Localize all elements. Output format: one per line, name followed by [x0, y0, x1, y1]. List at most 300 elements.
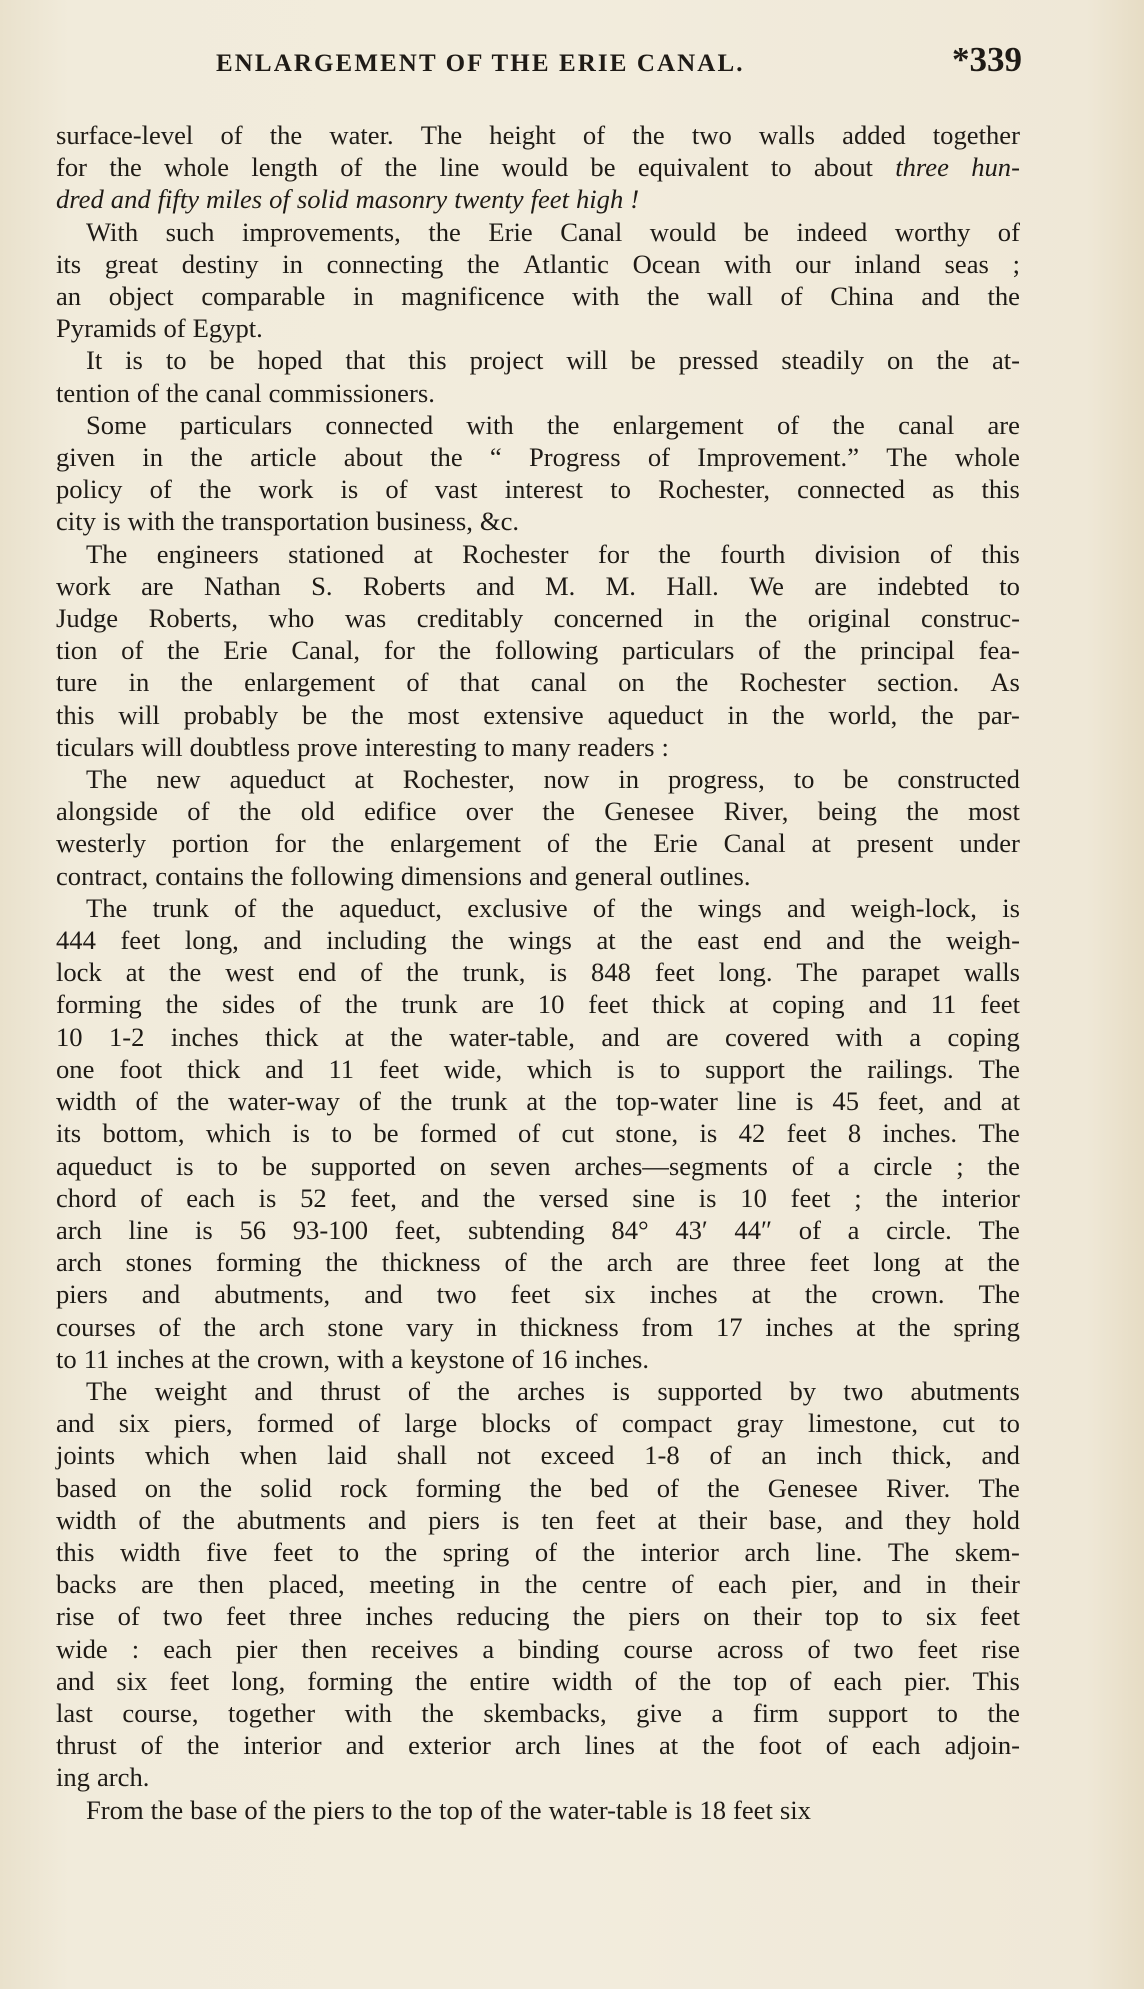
word: of [807, 1633, 830, 1664]
word: the [658, 538, 691, 569]
word: of [825, 1730, 848, 1761]
word: end [297, 957, 337, 988]
word: the [632, 120, 665, 150]
word: stones [125, 1247, 193, 1278]
word: the [987, 281, 1020, 312]
word: 848 [591, 957, 631, 988]
word: most [968, 796, 1020, 827]
word: feet [530, 184, 569, 215]
word: and [826, 925, 865, 956]
text-line [56, 505, 1020, 537]
word: gray [736, 1408, 784, 1439]
word: exceed [540, 1440, 615, 1471]
word: be [743, 216, 769, 247]
word: with [835, 1021, 883, 1052]
text-line [56, 924, 1020, 956]
word: who [268, 603, 315, 634]
word: thickness [381, 1247, 481, 1278]
word: 18 [699, 1794, 726, 1825]
word: the [898, 1311, 931, 1342]
text-line [56, 1150, 1020, 1182]
word: and [844, 1504, 884, 1535]
word: 44″ [734, 1214, 773, 1245]
word: and [943, 1086, 982, 1117]
text-line [56, 312, 1020, 344]
word: meeting [369, 1569, 455, 1600]
word: feet [786, 1118, 827, 1149]
word: long [873, 1247, 921, 1278]
word: 56 [239, 1214, 267, 1245]
word: and [476, 570, 515, 601]
word: width [551, 1665, 613, 1696]
word: for [56, 152, 88, 183]
word: particulars [622, 635, 735, 666]
word: the [467, 248, 500, 279]
word: be [302, 699, 328, 730]
word: 8 [847, 1118, 862, 1149]
text-line [56, 1085, 1020, 1117]
word: line [439, 152, 480, 183]
word: of [360, 957, 383, 988]
word: prove [297, 731, 358, 762]
word: to [331, 1118, 353, 1149]
word: courses [56, 1311, 136, 1342]
word: in [352, 281, 374, 312]
word: 11 [83, 1343, 110, 1374]
word: the [524, 1569, 558, 1600]
word: at- [991, 345, 1020, 376]
word: inches [649, 1279, 718, 1310]
word: interest [504, 474, 584, 505]
word: the [804, 1279, 838, 1310]
text-line [56, 1729, 1020, 1761]
word: and [786, 892, 826, 923]
text-line [56, 956, 1020, 988]
word: and [56, 1665, 95, 1696]
word: for [597, 538, 629, 569]
word: stone, [615, 1118, 679, 1149]
word: trunk [152, 892, 209, 923]
word: to [793, 764, 815, 795]
word: when [239, 1440, 298, 1471]
word: the [772, 699, 805, 730]
word: of [269, 184, 290, 215]
word: at [413, 538, 433, 569]
word: steadily [781, 345, 865, 376]
word: under [959, 828, 1020, 859]
word: of [929, 538, 952, 569]
word: of [358, 1408, 381, 1439]
word: at [811, 828, 831, 859]
word: feet [790, 1182, 831, 1213]
word: spring [442, 1536, 510, 1567]
word: the [176, 1086, 210, 1117]
word: rise [981, 1633, 1020, 1664]
word: and [265, 1053, 304, 1084]
word: feet [588, 989, 629, 1020]
text-line [56, 1407, 1020, 1439]
word: each [871, 1730, 921, 1761]
word: of [117, 1601, 140, 1632]
word: the [572, 1601, 606, 1632]
word: subtending [467, 1214, 585, 1245]
word: 444 [56, 925, 96, 956]
word: M. [605, 570, 636, 601]
word: most [407, 699, 460, 730]
word: solid [296, 184, 349, 215]
word: of [340, 152, 363, 183]
word: forming [215, 1247, 302, 1278]
word: : [661, 731, 669, 762]
word: on [618, 667, 645, 698]
word: being [817, 796, 877, 827]
word: this [408, 345, 447, 376]
word: of [758, 635, 781, 666]
word: the [564, 1086, 598, 1117]
word: six [584, 1279, 616, 1310]
word: feet [654, 957, 695, 988]
word: to [659, 1053, 681, 1084]
word: The [86, 1375, 128, 1406]
word: support [828, 1697, 908, 1728]
word: at [856, 1311, 876, 1342]
word: from [641, 1311, 694, 1342]
word: with [572, 281, 620, 312]
word: following [494, 635, 599, 666]
word: on [887, 345, 914, 376]
word: the [987, 1150, 1020, 1181]
word: thick, [891, 1440, 952, 1471]
text-line [56, 280, 1020, 312]
word: inches. [882, 1118, 958, 1149]
word: over [465, 796, 514, 827]
word: each [186, 1182, 235, 1213]
word: is [616, 1053, 635, 1084]
word: of [582, 120, 606, 150]
word: It [86, 345, 103, 376]
word: two [853, 1633, 894, 1664]
word: the [190, 442, 223, 473]
word: backs [56, 1569, 117, 1600]
word: that [345, 345, 386, 376]
word: Genesee [604, 796, 695, 827]
word: The [796, 957, 838, 988]
word: will [141, 731, 183, 762]
word: and [529, 860, 568, 891]
word: to [165, 345, 187, 376]
word: last [56, 1697, 93, 1728]
word: is [698, 1182, 717, 1213]
word: course, [122, 1697, 199, 1728]
text-line [56, 570, 1020, 602]
word: the [906, 796, 939, 827]
word: pressed [678, 345, 759, 376]
word: at [944, 1247, 964, 1278]
word: connecting [326, 248, 444, 279]
word: We [749, 570, 784, 601]
word: at [344, 1021, 364, 1052]
word: of [407, 1375, 431, 1406]
word: surface-level [56, 120, 194, 150]
word: covered [725, 1021, 810, 1052]
word: in [618, 764, 640, 795]
text-line [56, 827, 1020, 859]
word: is [1002, 892, 1020, 923]
word: extensive [483, 699, 584, 730]
word: The [978, 1472, 1020, 1503]
word: six [116, 1665, 148, 1696]
word: by [789, 1375, 817, 1406]
word: at [596, 925, 616, 956]
text-line [56, 731, 1020, 763]
word: be [261, 1150, 288, 1181]
word: two [162, 1601, 203, 1632]
text-line [56, 538, 1020, 570]
word: feet [225, 1601, 266, 1632]
word: rock [340, 1472, 388, 1503]
word: whole [164, 152, 230, 183]
word: Improvement.” [697, 442, 859, 473]
word: of [997, 216, 1020, 247]
word: old [300, 796, 335, 827]
word: the [546, 409, 580, 440]
word: piers [428, 1504, 480, 1535]
word: work [56, 570, 111, 601]
word: be [630, 345, 656, 376]
text-line [56, 1278, 1020, 1310]
text-line [56, 1439, 1020, 1471]
word: magnificence [401, 281, 545, 312]
word: binding [518, 1633, 600, 1664]
word: of [789, 1665, 812, 1696]
word: a [711, 1697, 724, 1728]
word: top [824, 1601, 859, 1632]
text-line [56, 441, 1020, 473]
word: arch [56, 1247, 102, 1278]
word: base [190, 1794, 238, 1825]
word: about [813, 152, 873, 183]
word: the [165, 989, 199, 1020]
word: shall [396, 1440, 448, 1471]
word: is [699, 1118, 718, 1149]
word: thick [187, 1053, 241, 1084]
word: width [56, 1086, 117, 1117]
word: Roberts, [148, 603, 238, 634]
word: in [479, 1569, 501, 1600]
word: stationed [288, 538, 385, 569]
word: bed [590, 1472, 629, 1503]
word: the [550, 1247, 583, 1278]
word: of [149, 474, 172, 505]
word: with [337, 1343, 385, 1374]
word: general [574, 860, 653, 891]
text-line [56, 699, 1020, 731]
word: line [128, 1214, 169, 1245]
word: the [345, 989, 378, 1020]
text-line [56, 602, 1020, 634]
word: feet, [350, 1182, 397, 1213]
word: be [209, 345, 235, 376]
word: line [736, 1086, 777, 1117]
word: River, [723, 796, 789, 827]
word: solid [260, 1472, 312, 1503]
word: Rochester [462, 538, 569, 569]
word: ticulars [56, 731, 135, 762]
text-line [56, 1794, 1020, 1826]
word: water-table, [449, 1021, 575, 1052]
word: not [476, 1440, 511, 1471]
word: contains [155, 860, 244, 891]
word: aqueduct [229, 764, 326, 795]
text-line [56, 409, 1020, 441]
word: miles [206, 184, 263, 215]
text-line [56, 1375, 1020, 1407]
word: of [138, 1504, 161, 1535]
word: entire [469, 1665, 530, 1696]
text-line [56, 119, 1020, 151]
text-line [56, 763, 1020, 795]
word: “ [489, 442, 502, 473]
word: the [414, 1665, 448, 1696]
word: feet [510, 1279, 551, 1310]
word: would [649, 216, 717, 247]
word: dimensions [400, 860, 522, 891]
word: progress, [667, 764, 765, 795]
word: 1-2 [108, 1021, 145, 1052]
word: arches—segments [574, 1150, 768, 1181]
word: and [254, 1375, 293, 1406]
word: indebted [877, 570, 969, 601]
word: long. [718, 957, 773, 988]
word: interior [243, 1730, 322, 1761]
word: vast [434, 474, 478, 505]
word: formed [256, 1408, 334, 1439]
word: the [331, 828, 365, 859]
text-line [56, 860, 1020, 892]
word: : [131, 1633, 140, 1664]
word: wings [508, 925, 572, 956]
word: the [250, 860, 284, 891]
word: with [344, 1697, 392, 1728]
word: feet [917, 1633, 958, 1664]
word: the [167, 635, 200, 666]
word: From [86, 1794, 144, 1825]
word: The [86, 892, 128, 923]
word: ! [630, 184, 640, 215]
word: to [483, 731, 505, 762]
word: abutments [910, 1375, 1020, 1406]
word: fea- [978, 635, 1020, 666]
word: The [978, 1118, 1020, 1149]
word: The [86, 538, 128, 569]
word: tention [56, 377, 130, 408]
word: crown, [256, 1343, 331, 1374]
word: the [678, 1665, 712, 1696]
word: a [837, 1150, 850, 1181]
word: of [671, 1569, 694, 1600]
word: inches [765, 1311, 834, 1342]
word: Rochester, [658, 474, 770, 505]
word: walls [963, 957, 1020, 988]
word: 17 [716, 1311, 743, 1342]
text-line [56, 183, 1020, 215]
word: joints [56, 1440, 116, 1471]
word: connected [797, 474, 905, 505]
word: weigh- [946, 925, 1020, 956]
word: doubtless [189, 731, 291, 762]
word: walls [758, 120, 816, 150]
word: at [751, 1279, 771, 1310]
word: inches. [574, 1343, 650, 1374]
word: the [325, 1247, 358, 1278]
word: ture [56, 667, 98, 698]
word: 42 [738, 1118, 766, 1149]
word: feet [980, 1601, 1020, 1632]
word: the [702, 1730, 735, 1761]
word: are [676, 1247, 709, 1278]
word: two [691, 120, 732, 150]
word: canal [898, 409, 955, 440]
word: is [340, 474, 359, 505]
word: indeed [796, 216, 868, 247]
word: inches [170, 1021, 239, 1052]
text-line [56, 151, 1020, 183]
word: improvements, [241, 216, 401, 247]
word: crown. [871, 1279, 945, 1310]
word: feet [378, 1053, 419, 1084]
word: the [594, 828, 628, 859]
word: and [110, 184, 151, 215]
word: of [656, 1472, 679, 1503]
word: contract, [56, 860, 149, 891]
word: abutments [236, 1504, 347, 1535]
word: weight [154, 1375, 228, 1406]
text-line [56, 1343, 1020, 1375]
body-text [56, 119, 1020, 1826]
word: its [56, 248, 82, 279]
word: end [763, 925, 802, 956]
word: policy [56, 474, 123, 505]
word: limestone, [807, 1408, 919, 1439]
word: and [981, 1440, 1020, 1471]
word: a [847, 1214, 860, 1245]
word: skem- [954, 1536, 1020, 1567]
word: new [156, 764, 201, 795]
word: alongside [56, 796, 158, 827]
word: westerly [56, 828, 147, 859]
word: laid [327, 1440, 367, 1471]
word: sine [632, 1182, 676, 1213]
word: business, [376, 506, 473, 537]
word: of [140, 1730, 163, 1761]
word: width [56, 1504, 117, 1535]
word: the [269, 120, 303, 150]
text-line [56, 892, 1020, 924]
word: the [832, 409, 865, 440]
word: creditably [416, 603, 524, 634]
word: portion [172, 828, 249, 859]
word: cut [561, 1118, 595, 1149]
word: of [158, 1311, 181, 1342]
word: River. [886, 1472, 951, 1503]
word: to [882, 1601, 903, 1632]
word: inches [116, 1343, 185, 1374]
word: at [354, 764, 374, 795]
word: based [56, 1472, 117, 1503]
word: give [636, 1697, 682, 1728]
word: of [511, 1343, 534, 1374]
word: whole [954, 442, 1020, 473]
